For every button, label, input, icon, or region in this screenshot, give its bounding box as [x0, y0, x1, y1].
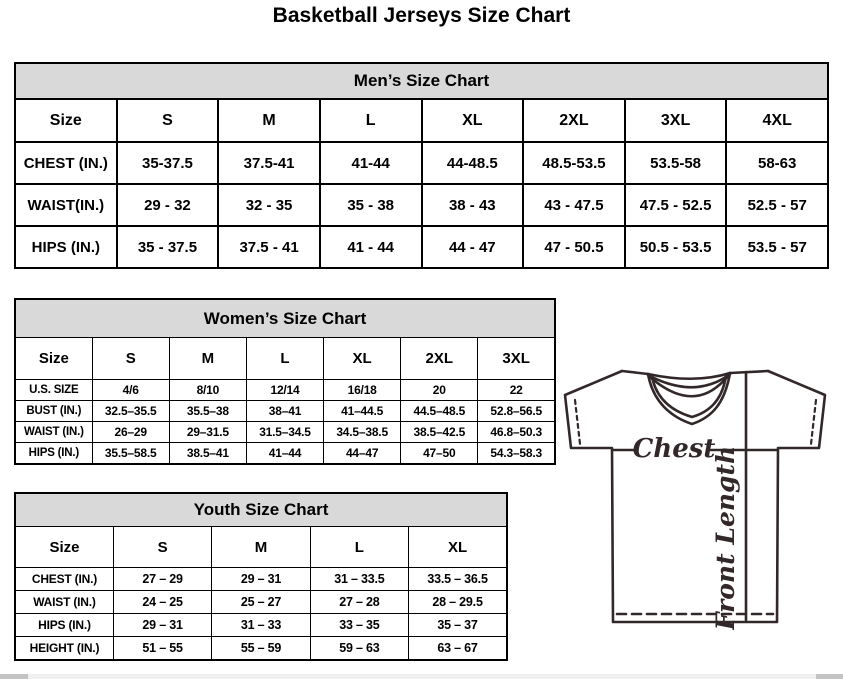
men-column-header: S	[117, 99, 219, 142]
men-value-cell: 53.5-58	[625, 142, 727, 184]
women-value-cell: 22	[478, 380, 555, 401]
men-row-label: HIPS (IN.)	[15, 226, 117, 268]
youth-value-cell: 27 – 29	[113, 568, 211, 591]
scrollbar-left-thumb[interactable]	[0, 674, 28, 679]
men-column-header: Size	[15, 99, 117, 142]
youth-row-label: CHEST (IN.)	[15, 568, 113, 591]
men-table-row	[15, 184, 828, 226]
men-column-header: 3XL	[625, 99, 727, 142]
men-value-cell: 47.5 - 52.5	[625, 184, 727, 226]
youth-value-cell: 59 – 63	[310, 637, 408, 661]
youth-column-header: M	[212, 527, 310, 568]
youth-table-row	[15, 568, 507, 591]
women-table-row	[15, 401, 555, 422]
men-value-cell: 44 - 47	[422, 226, 524, 268]
youth-value-cell: 33.5 – 36.5	[409, 568, 507, 591]
youth-row-label: HEIGHT (IN.)	[15, 637, 113, 661]
chest-label: Chest	[632, 434, 716, 464]
women-value-cell: 12/14	[246, 380, 323, 401]
youth-column-header: L	[310, 527, 408, 568]
youth-table-row	[15, 591, 507, 614]
youth-table-title: Youth Size Chart	[15, 493, 507, 527]
youth-column-header-row	[15, 527, 507, 568]
jersey-measurement-diagram	[553, 360, 843, 630]
youth-value-cell: 63 – 67	[409, 637, 507, 661]
women-value-cell: 46.8–50.3	[478, 422, 555, 443]
front-length-label: Front Length	[711, 445, 740, 630]
women-value-cell: 44.5–48.5	[401, 401, 478, 422]
men-row-label: CHEST (IN.)	[15, 142, 117, 184]
horizontal-scrollbar[interactable]	[0, 674, 843, 679]
women-column-header: M	[169, 338, 246, 380]
men-value-cell: 53.5 - 57	[726, 226, 828, 268]
jersey-outline-illustration	[553, 360, 843, 630]
women-value-cell: 32.5–35.5	[92, 401, 169, 422]
men-value-cell: 35-37.5	[117, 142, 219, 184]
youth-value-cell: 29 – 31	[113, 614, 211, 637]
women-row-label: WAIST (IN.)	[15, 422, 92, 443]
women-value-cell: 4/6	[92, 380, 169, 401]
jersey-collar-top-arc	[648, 373, 730, 379]
jersey-body-outline	[565, 371, 825, 622]
youth-value-cell: 35 – 37	[409, 614, 507, 637]
women-row-label: HIPS (IN.)	[15, 443, 92, 465]
women-value-cell: 38–41	[246, 401, 323, 422]
left-cuff-dashed-line	[575, 400, 580, 444]
men-value-cell: 58-63	[726, 142, 828, 184]
men-value-cell: 35 - 37.5	[117, 226, 219, 268]
men-value-cell: 37.5 - 41	[218, 226, 320, 268]
women-column-header: S	[92, 338, 169, 380]
womens-size-table	[14, 298, 556, 465]
women-table-title: Women’s Size Chart	[15, 299, 555, 338]
men-table-title: Men’s Size Chart	[15, 63, 828, 99]
youth-value-cell: 29 – 31	[212, 568, 310, 591]
men-value-cell: 43 - 47.5	[523, 184, 625, 226]
page-title: Basketball Jerseys Size Chart	[272, 4, 571, 27]
women-table-title-row	[15, 299, 555, 338]
women-value-cell: 31.5–34.5	[246, 422, 323, 443]
men-value-cell: 41-44	[320, 142, 422, 184]
men-value-cell: 50.5 - 53.5	[625, 226, 727, 268]
men-value-cell: 37.5-41	[218, 142, 320, 184]
women-value-cell: 52.8–56.5	[478, 401, 555, 422]
men-value-cell: 38 - 43	[422, 184, 524, 226]
men-value-cell: 32 - 35	[218, 184, 320, 226]
women-table-row	[15, 380, 555, 401]
men-column-header: M	[218, 99, 320, 142]
men-column-header: 4XL	[726, 99, 828, 142]
women-value-cell: 26–29	[92, 422, 169, 443]
men-table-row	[15, 142, 828, 184]
youth-row-label: HIPS (IN.)	[15, 614, 113, 637]
men-value-cell: 35 - 38	[320, 184, 422, 226]
men-value-cell: 47 - 50.5	[523, 226, 625, 268]
women-value-cell: 47–50	[401, 443, 478, 465]
youth-column-header: Size	[15, 527, 113, 568]
youth-value-cell: 55 – 59	[212, 637, 310, 661]
women-value-cell: 16/18	[324, 380, 401, 401]
women-row-label: U.S. SIZE	[15, 380, 92, 401]
youth-value-cell: 33 – 35	[310, 614, 408, 637]
youth-column-header: S	[113, 527, 211, 568]
women-value-cell: 44–47	[324, 443, 401, 465]
women-value-cell: 41–44	[246, 443, 323, 465]
women-column-header: Size	[15, 338, 92, 380]
women-value-cell: 38.5–41	[169, 443, 246, 465]
women-table-row	[15, 443, 555, 465]
scrollbar-right-thumb[interactable]	[816, 674, 843, 679]
women-value-cell: 38.5–42.5	[401, 422, 478, 443]
women-column-header: 2XL	[401, 338, 478, 380]
youth-value-cell: 31 – 33.5	[310, 568, 408, 591]
women-column-header: L	[246, 338, 323, 380]
men-column-header: XL	[422, 99, 524, 142]
youth-value-cell: 27 – 28	[310, 591, 408, 614]
right-cuff-dashed-line	[811, 400, 816, 444]
youth-column-header: XL	[409, 527, 507, 568]
men-table-row	[15, 226, 828, 268]
women-value-cell: 54.3–58.3	[478, 443, 555, 465]
youth-table-row	[15, 614, 507, 637]
women-value-cell: 35.5–38	[169, 401, 246, 422]
youth-value-cell: 24 – 25	[113, 591, 211, 614]
men-value-cell: 29 - 32	[117, 184, 219, 226]
women-column-header: XL	[324, 338, 401, 380]
youth-value-cell: 51 – 55	[113, 637, 211, 661]
youth-table-row	[15, 637, 507, 661]
men-column-header: L	[320, 99, 422, 142]
mens-size-table	[14, 62, 829, 269]
women-value-cell: 20	[401, 380, 478, 401]
jersey-left-shoulder-seam	[622, 371, 648, 374]
youth-value-cell: 28 – 29.5	[409, 591, 507, 614]
men-value-cell: 41 - 44	[320, 226, 422, 268]
jersey-right-shoulder-seam	[730, 371, 768, 373]
women-column-header: 3XL	[478, 338, 555, 380]
men-value-cell: 48.5-53.5	[523, 142, 625, 184]
women-value-cell: 41–44.5	[324, 401, 401, 422]
men-column-header-row	[15, 99, 828, 142]
men-column-header: 2XL	[523, 99, 625, 142]
youth-size-table	[14, 492, 508, 661]
women-value-cell: 34.5–38.5	[324, 422, 401, 443]
youth-table-title-row	[15, 493, 507, 527]
women-row-label: BUST (IN.)	[15, 401, 92, 422]
men-value-cell: 52.5 - 57	[726, 184, 828, 226]
youth-value-cell: 25 – 27	[212, 591, 310, 614]
youth-value-cell: 31 – 33	[212, 614, 310, 637]
women-table-row	[15, 422, 555, 443]
women-value-cell: 8/10	[169, 380, 246, 401]
women-column-header-row	[15, 338, 555, 380]
women-value-cell: 29–31.5	[169, 422, 246, 443]
men-table-title-row	[15, 63, 828, 99]
youth-row-label: WAIST (IN.)	[15, 591, 113, 614]
men-row-label: WAIST(IN.)	[15, 184, 117, 226]
men-value-cell: 44-48.5	[422, 142, 524, 184]
women-value-cell: 35.5–58.5	[92, 443, 169, 465]
